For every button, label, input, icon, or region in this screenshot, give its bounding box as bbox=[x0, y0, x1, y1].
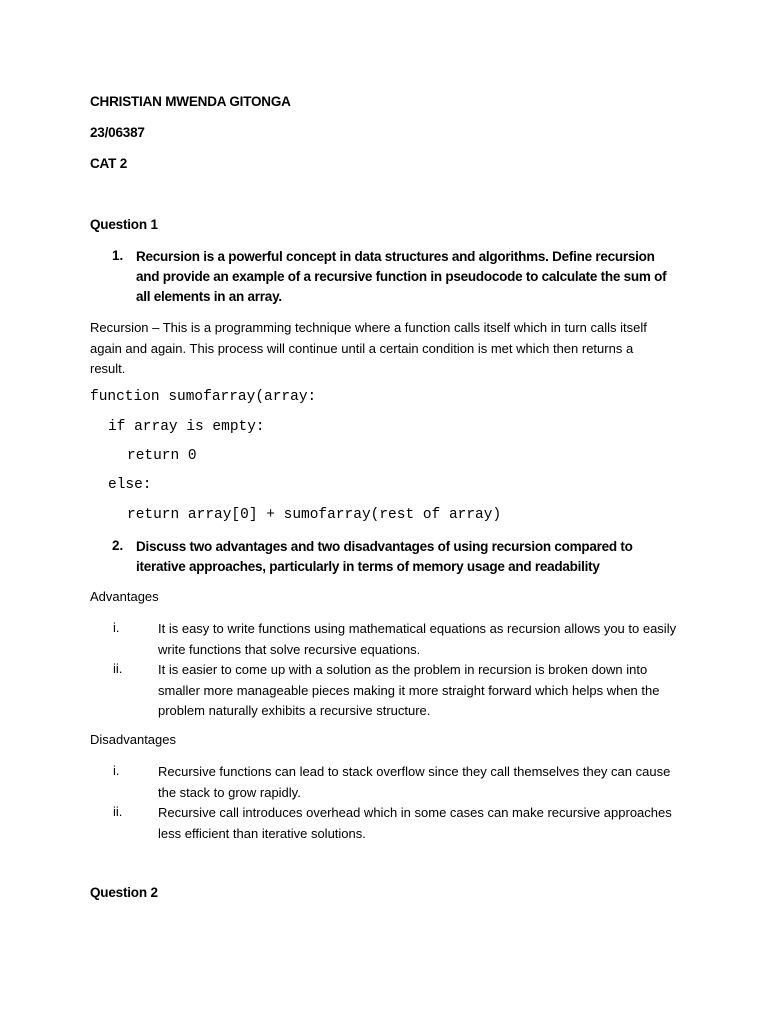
recursion-definition: Recursion – This is a programming technique where a function calls itself which in turn calls itself again and again. This process will continue until a certain condition is met which then returns a result. bbox=[90, 320, 647, 376]
advantage-item: It is easy to write functions using mathematical equations as recursion allows you to easily write functions that solve recursive equations. bbox=[158, 621, 677, 657]
question-item-text: Recursion is a powerful concept in data structures and algorithms. Define recursion and provide an example of a recursive function in pseudocode to calculate the sum of all elements in an array. bbox=[136, 249, 667, 304]
question-item-text: Discuss two advantages and two disadvantages of using recursion compared to iterative approaches, particularly in terms of memory usage and readability bbox=[136, 539, 633, 574]
question-item-number: 1. bbox=[112, 248, 124, 263]
disadvantage-item: Recursive functions can lead to stack overflow since they call themselves they can cause the stack to grow rapidly. bbox=[158, 764, 671, 800]
question-1-heading: Question 1 bbox=[90, 217, 158, 232]
code-line: return 0 bbox=[127, 448, 197, 464]
registration-number: 23/06387 bbox=[90, 125, 145, 140]
advantage-item: It is easier to come up with a solution as the problem in recursion is broken down into smaller more manageable pieces making it more straight forward which helps when the problem naturally exhibits a recursive structure. bbox=[158, 662, 660, 718]
list-marker: i. bbox=[113, 620, 120, 635]
question-2-heading: Question 2 bbox=[90, 885, 158, 900]
question-item-number: 2. bbox=[112, 538, 124, 553]
code-line: return array[0] + sumofarray(rest of array) bbox=[127, 507, 502, 523]
code-line: function sumofarray(array: bbox=[90, 389, 317, 405]
cat-label: CAT 2 bbox=[90, 156, 128, 171]
code-line: else: bbox=[108, 477, 152, 493]
advantages-heading: Advantages bbox=[90, 589, 159, 604]
student-name: CHRISTIAN MWENDA GITONGA bbox=[90, 94, 291, 109]
list-marker: ii. bbox=[113, 804, 123, 819]
list-marker: ii. bbox=[113, 661, 123, 676]
disadvantages-heading: Disadvantages bbox=[90, 732, 176, 747]
code-line: if array is empty: bbox=[108, 419, 265, 435]
disadvantage-item: Recursive call introduces overhead which in some cases can make recursive approaches less efficient than iterative solutions. bbox=[158, 805, 672, 841]
list-marker: i. bbox=[113, 763, 120, 778]
